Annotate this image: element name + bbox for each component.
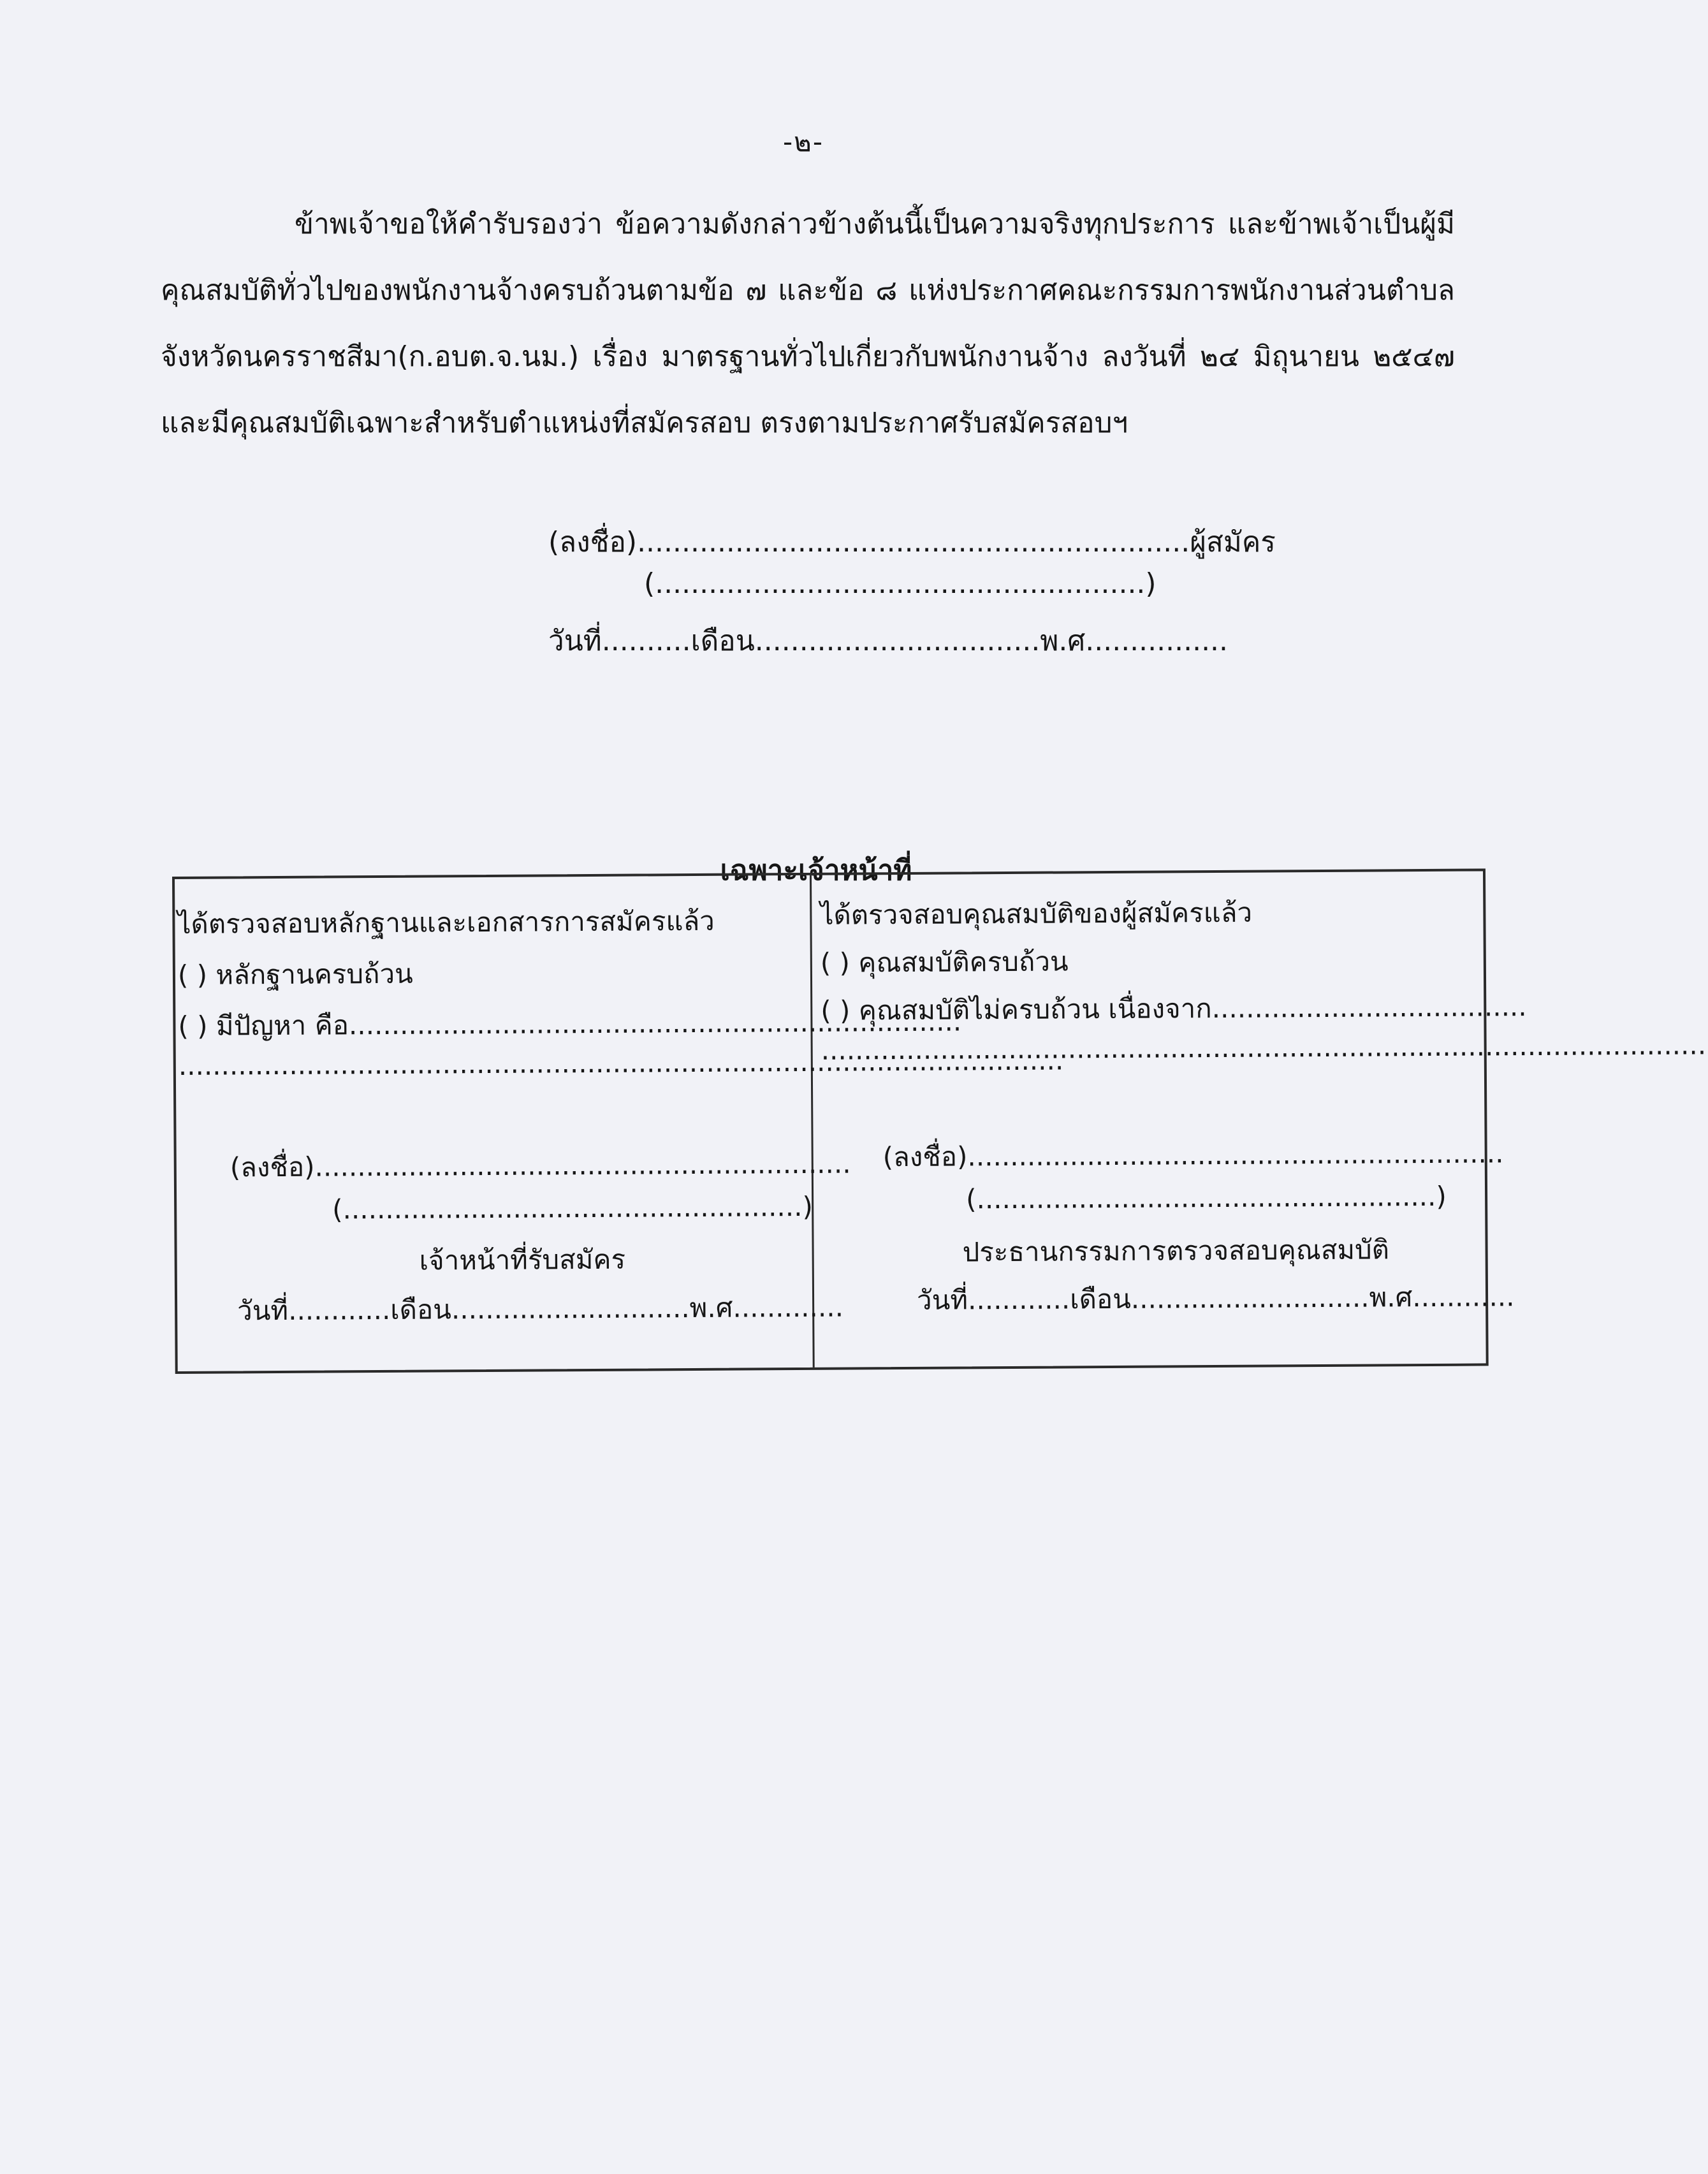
left-heading: ได้ตรวจสอบหลักฐานและเอกสารการสมัครแล้ว [177, 905, 715, 940]
left-role: เจ้าหน้าที่รับสมัคร [419, 1243, 626, 1276]
right-extra-line: ........................................................................................................ [821, 1029, 1707, 1066]
applicant-date-line: วันที่..........เดือน................................พ.ศ................ [548, 625, 1229, 657]
right-date-line: วันที่............เดือน............................พ.ศ............ [916, 1281, 1515, 1316]
right-option-complete: ( ) คุณสมบัติครบถ้วน [820, 945, 1069, 979]
certification-paragraph: ข้าพเจ้าขอให้คำรับรองว่า ข้อความดังกล่าวข้างต้นนี้เป็นความจริงทุกประการ และข้าพเจ้าเป็นผู้มีคุณสมบัติทั่วไปของพนักงานจ้างครบถ้วนตามข้อ ๗ และข้อ ๘ แห่งประกาศคณะกรรมการพนักงานส่วนตำบลจังหวัดนครราชสีมา(ก.อบต.จ.นม.) เรื่อง มาตรฐานทั่วไปเกี่ยวกับพนักงานจ้าง ลงวันที่ ๒๔ มิถุนายน ๒๕๔๗ และมีคุณสมบัติเฉพาะสำหรับตำแหน่งที่สมัครสอบ ตรงตามประกาศรับสมัครสอบฯ [161, 208, 1455, 439]
left-option-problem: ( ) มีปัญหา คือ........................................................................ [178, 1005, 962, 1042]
officer-section-title: เฉพาะเจ้าหน้าที่ [720, 854, 912, 887]
officer-only-box [172, 868, 1707, 1374]
left-sign-line: (ลงชื่อ)............................................................... [230, 1148, 851, 1183]
left-extra-line: ........................................................................................................ [178, 1044, 1064, 1081]
left-date-line: วันที่............เดือน............................พ.ศ............. [237, 1291, 844, 1327]
right-option-incomplete: ( ) คุณสมบัติไม่ครบถ้วน เนื่องจาก..................................... [821, 991, 1527, 1026]
right-role: ประธานกรรมการตรวจสอบคุณสมบัติ [962, 1234, 1390, 1268]
right-name-line: (......................................................) [965, 1180, 1447, 1215]
applicant-sign-line: (ลงชื่อ)..............................................................ผู้สมัคร [548, 526, 1276, 558]
right-sign-line: (ลงชื่อ)............................................................... [882, 1137, 1504, 1173]
page-number: -๒- [783, 126, 824, 157]
applicant-name-line: (.......................................................) [644, 567, 1157, 600]
left-name-line: (......................................................) [332, 1190, 814, 1225]
left-option-complete: ( ) หลักฐานครบถ้วน [177, 958, 413, 991]
right-heading: ได้ตรวจสอบคุณสมบัติของผู้สมัครแล้ว [820, 896, 1253, 931]
